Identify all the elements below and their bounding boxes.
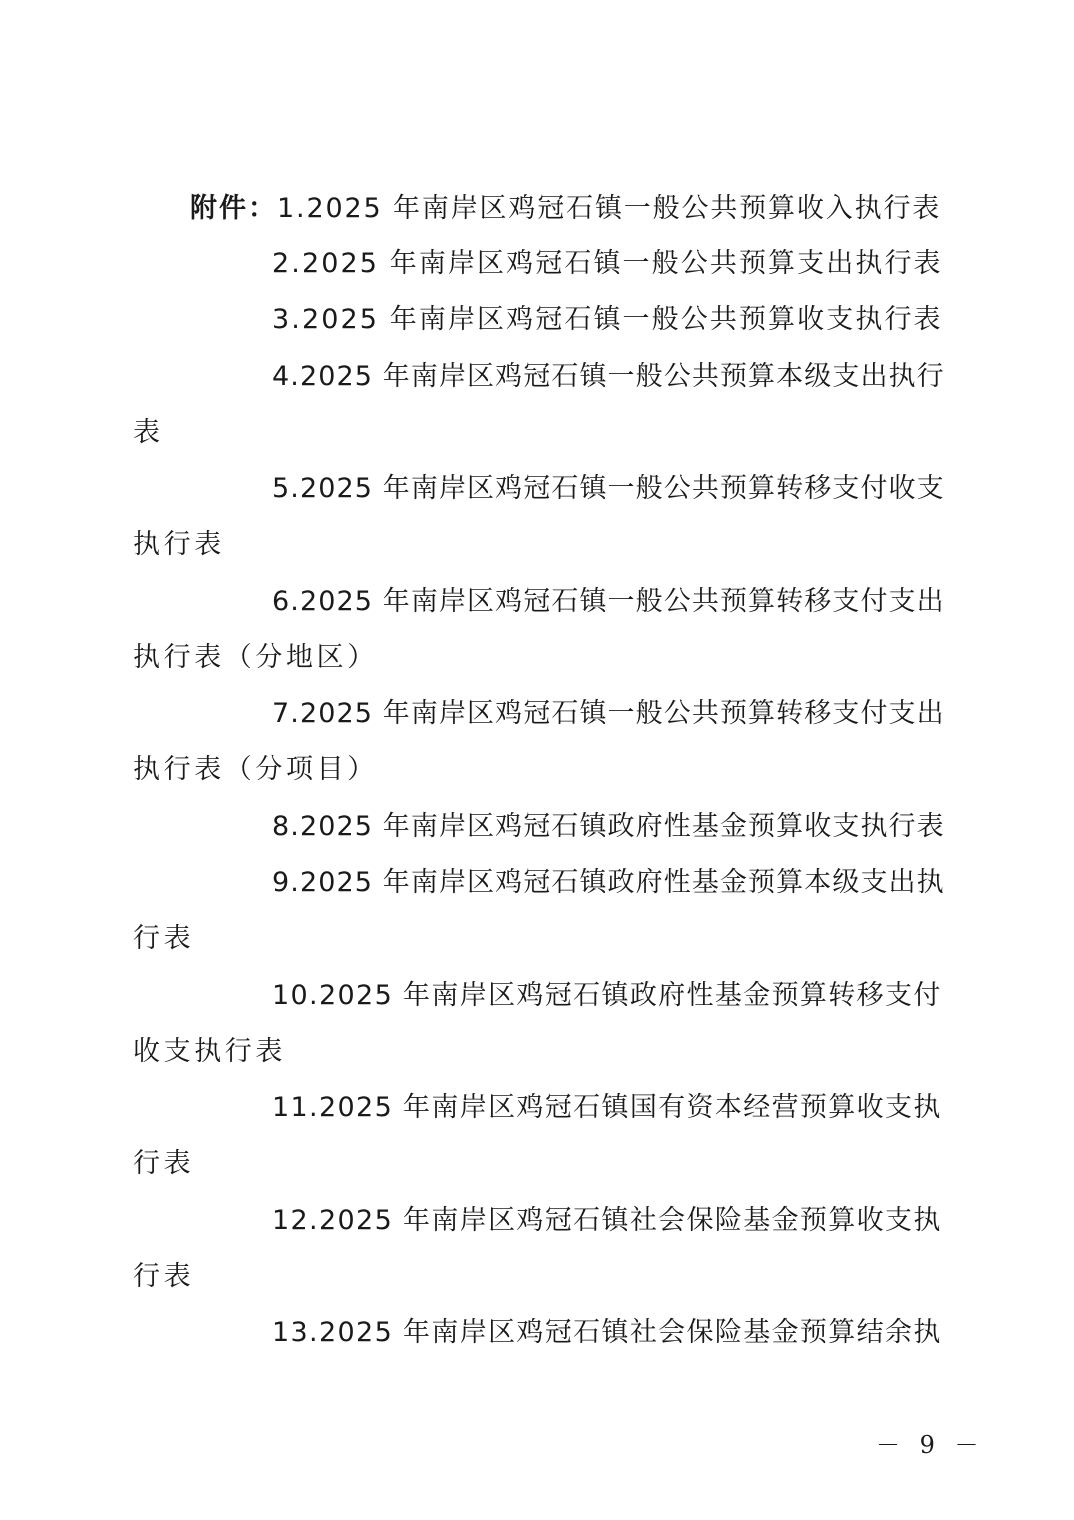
attachment-item-5: 5.2025 年南岸区鸡冠石镇一般公共预算转移支付收支 [272,473,945,504]
attachment-item-12: 12.2025 年南岸区鸡冠石镇社会保险基金预算收支执 [272,1205,942,1236]
attachment-item-4-continuation: 表 [133,417,164,448]
attachment-item-5-continuation: 执行表 [133,529,225,560]
attachment-item-10-continuation: 收支执行表 [133,1036,286,1067]
attachment-item-3: 3.2025 年南岸区鸡冠石镇一般公共预算收支执行表 [272,304,943,335]
attachments-label: 附件： [190,193,277,224]
attachment-item-6-continuation: 执行表（分地区） [133,642,378,673]
attachment-item-9: 9.2025 年南岸区鸡冠石镇政府性基金预算本级支出执 [272,867,945,898]
attachment-item-13: 13.2025 年南岸区鸡冠石镇社会保险基金预算结余执 [272,1317,942,1348]
attachment-item-6: 6.2025 年南岸区鸡冠石镇一般公共预算转移支付支出 [272,586,945,617]
attachment-item-12-continuation: 行表 [133,1261,195,1292]
attachment-item-11-continuation: 行表 [133,1148,195,1179]
attachment-item-4: 4.2025 年南岸区鸡冠石镇一般公共预算本级支出执行 [272,361,945,392]
attachment-item-7: 7.2025 年南岸区鸡冠石镇一般公共预算转移支付支出 [272,698,945,729]
attachment-row-1 [190,189,941,229]
attachment-item-8: 8.2025 年南岸区鸡冠石镇政府性基金预算收支执行表 [272,811,945,842]
attachment-item-7-continuation: 执行表（分项目） [133,754,378,785]
attachment-item-9-continuation: 行表 [133,923,195,954]
attachment-item-11: 11.2025 年南岸区鸡冠石镇国有资本经营预算收支执 [272,1092,942,1123]
page-number: － 9 － [876,1431,985,1459]
attachment-item-2: 2.2025 年南岸区鸡冠石镇一般公共预算支出执行表 [272,248,943,279]
attachment-item-1: 1.2025 年南岸区鸡冠石镇一般公共预算收入执行表 [277,193,942,224]
attachment-item-10: 10.2025 年南岸区鸡冠石镇政府性基金预算转移支付 [272,980,942,1011]
